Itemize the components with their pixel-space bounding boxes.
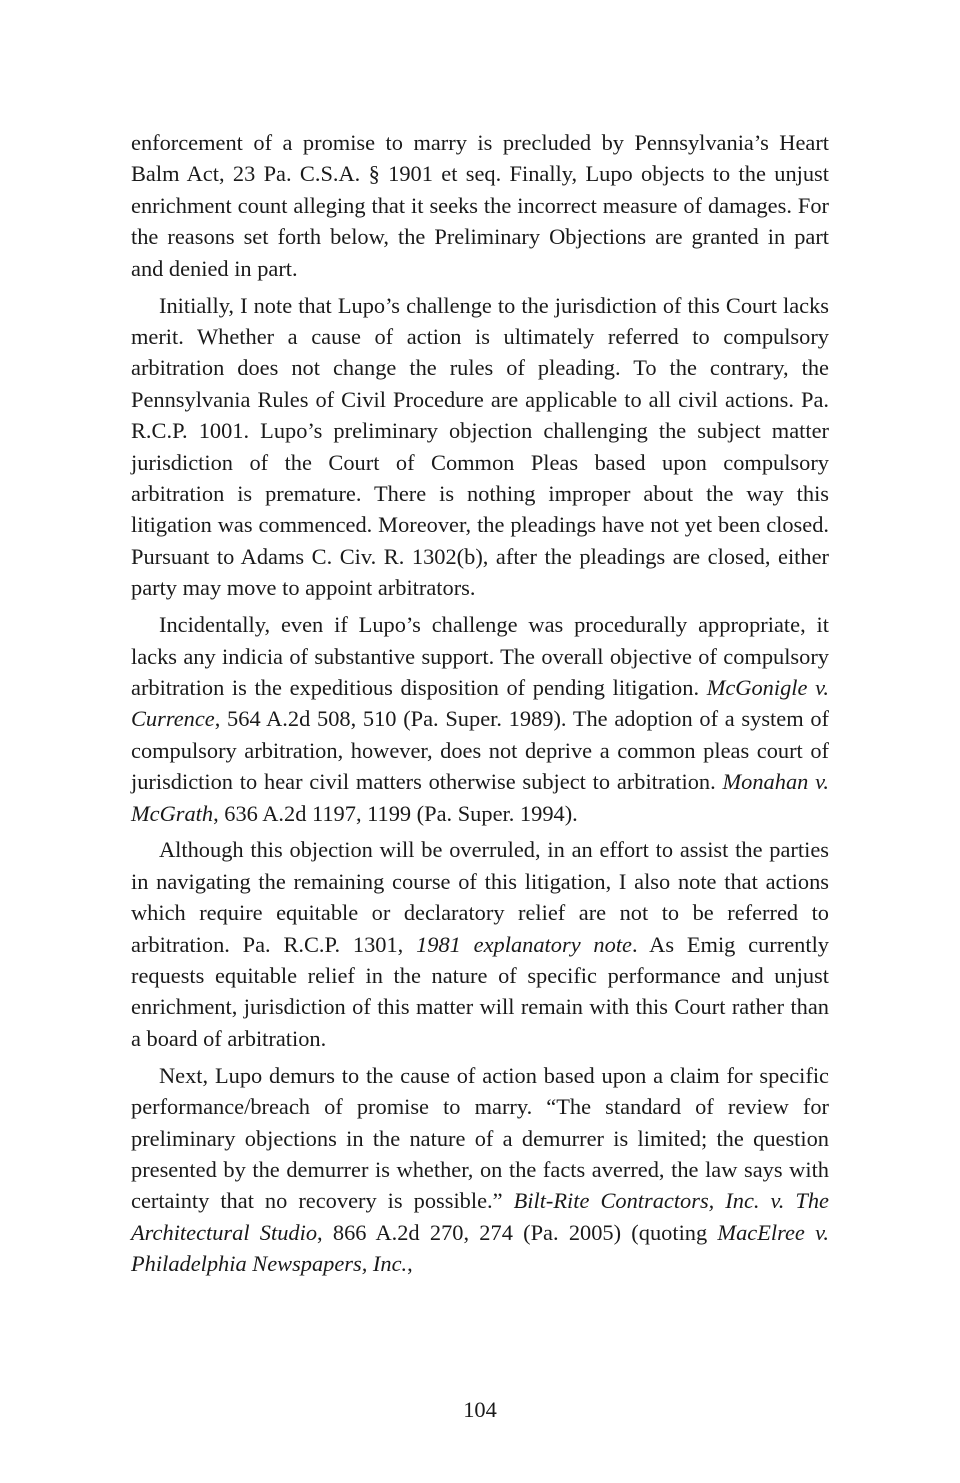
text-run: , 866 A.2d 270, 274 (Pa. 2005) (quoting: [317, 1219, 718, 1245]
case-citation: 1981 explanatory note: [416, 931, 632, 957]
case-citation: Monahan v. McGrath: [131, 769, 830, 826]
page-number: 104: [463, 1397, 497, 1422]
text-run: Incidentally, even if Lupo’s challenge was procedurally appropriate, it lacks any indicia of substantive support. The overall objective of compulsory arbitration is the expeditious disposition of pending litigation.: [131, 612, 829, 700]
text-run: , 564 A.2d 508, 510 (Pa. Super. 1989). The adoption of a system of compulsory arbitration, however, does not deprive a common pleas court of jurisdiction to hear civil matters otherwise subject to arbitration.: [131, 706, 829, 795]
text-run: Although this objection will be overruled, in an effort to assist the parties in navigating the remaining course of this litigation, I also note that actions which require equitable or declaratory relief are not to be referred to arbitration. Pa. R.C.P. 1301,: [131, 837, 829, 957]
case-citation: Bilt-Rite Contractors, Inc. v. The Architectural Studio: [131, 1188, 829, 1245]
text-run: ,: [407, 1251, 413, 1277]
case-citation: MacElree v. Philadelphia Newspapers, Inc.: [131, 1219, 829, 1277]
paragraph: [131, 609, 829, 829]
text-run: Next, Lupo demurs to the cause of action based upon a claim for specific performance/breach of promise to marry. “The standard of review for preliminary objections in the nature of a demurrer is limited; the question presented by the demurrer is whether, on the facts averred, the law says with certainty that no recovery is possible.”: [131, 1062, 829, 1214]
paragraph: [131, 127, 829, 284]
case-citation: McGonigle v. Currence: [131, 674, 829, 732]
text-run: , 636 A.2d 1197, 1199 (Pa. Super. 1994).: [213, 800, 578, 826]
paragraph: [131, 834, 829, 1054]
text-run: . As Emig currently requests equitable relief in the nature of specific performance and unjust enrichment, jurisdiction of this matter will remain with this Court rather than a board of arbitration.: [131, 931, 829, 1051]
text-run: enforcement of a promise to marry is precluded by Pennsylvania’s Heart Balm Act, 23 Pa. C.S.A. § 1901 et seq. Finally, Lupo objects to the unjust enrichment count alleging that it seeks the incorrect measure of damages. For the reasons set forth below, the Preliminary Objections are granted in part and denied in part.: [131, 130, 829, 281]
text-run: Initially, I note that Lupo’s challenge to the jurisdiction of this Court lacks merit. Whether a cause of action is ultimately referred to compulsory arbitration does not change the rules of pleading. To the contrary, the Pennsylvania Rules of Civil Procedure are applicable to all civil actions. Pa. R.C.P. 1001. Lupo’s preliminary objection challenging the subject matter jurisdiction of the Court of Common Pleas based upon compulsory arbitration is premature. There is nothing improper about the way this litigation was commenced. Moreover, the pleadings have not yet been closed. Pursuant to Adams C. Civ. R. 1302(b), after the pleadings are closed, either party may move to appoint arbitrators.: [131, 292, 829, 601]
page-body: [131, 127, 829, 1280]
paragraph: [131, 290, 829, 604]
paragraph: [131, 1060, 829, 1280]
